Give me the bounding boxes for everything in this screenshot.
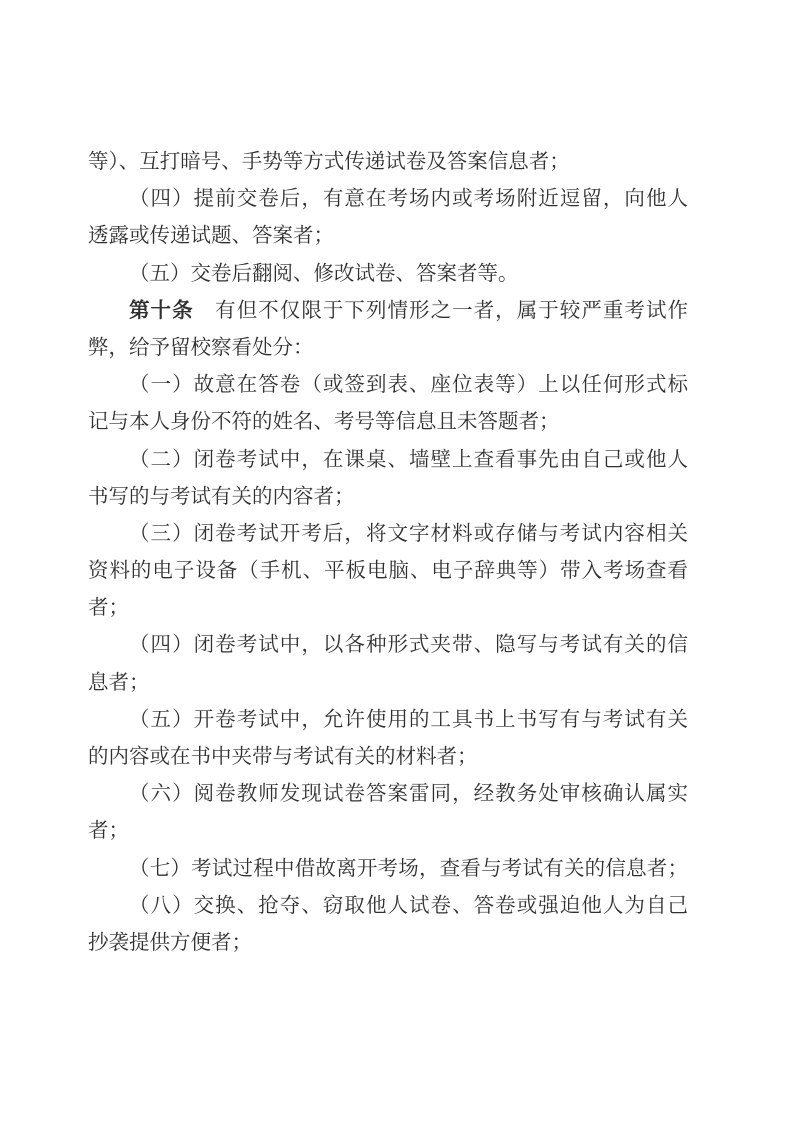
line-text: （七）考试过程中借故离开考场，查看与考试有关的信息者； [129,857,688,880]
text-line [88,479,688,516]
line-text: （五）开卷考试中，允许使用的工具书上书写有与考试有关 [129,708,688,731]
text-line [88,590,688,627]
line-text: （四）闭卷考试中，以各种形式夹带、隐写与考试有关的信 [129,634,688,657]
text-line [88,404,688,441]
text-line [88,516,688,553]
article-number: 第十条 [129,299,194,322]
line-text: （四）提前交卷后，有意在考场内或考场附近逗留，向他人 [129,188,688,211]
text-line [88,256,688,293]
text-line [88,925,688,962]
line-text: （八）交换、抢夺、窃取他人试卷、答卷或强迫他人为自己 [129,894,688,917]
text-line [88,442,688,479]
line-text: （五）交卷后翻阅、修改试卷、答案者等。 [129,262,519,285]
text-line [88,702,688,739]
line-text: 息者； [88,671,150,694]
text-line [88,627,688,664]
line-text: 书写的与考试有关的内容者； [88,485,355,508]
line-text: 者； [88,597,129,620]
text-line [88,181,688,218]
text-line [88,813,688,850]
line-text: 透露或传递试题、答案者； [88,225,334,248]
line-text: 的内容或在书中夹带与考试有关的材料者； [88,746,478,768]
line-text: 有但不仅限于下列情形之一者，属于较严重考试作 [193,299,689,322]
line-text: （二）闭卷考试中，在课桌、墙壁上查看事先由自己或他人 [129,448,688,471]
text-line [88,888,688,925]
line-text: （三）闭卷考试开考后，将文字材料或存储与考试内容相关 [129,522,688,545]
line-text: 等）、互打暗号、手势等方式传递试卷及答案信息者； [88,151,570,173]
line-text: 资料的电子设备（手机、平板电脑、电子辞典等）带入考场查看 [88,560,688,583]
line-text: （一）故意在答卷（或签到表、座位表等）上以任何形式标 [129,374,688,397]
text-line [88,739,688,776]
line-text: 者； [88,820,129,843]
text-line [88,367,688,404]
text-line [88,293,688,330]
text-line [88,851,688,888]
line-text: （六）阅卷教师发现试卷答案雷同，经教务处审核确认属实 [129,783,688,806]
document-body [88,144,688,962]
text-line [88,665,688,702]
text-line [88,218,688,255]
text-line [88,330,688,367]
text-line [88,553,688,590]
text-line [88,776,688,813]
line-text: 记与本人身份不符的姓名、考号等信息且未答题者； [88,411,560,434]
text-line [88,144,688,181]
line-text: 弊，给予留校察看处分： [88,336,314,359]
line-text: 抄袭提供方便者； [88,931,252,954]
